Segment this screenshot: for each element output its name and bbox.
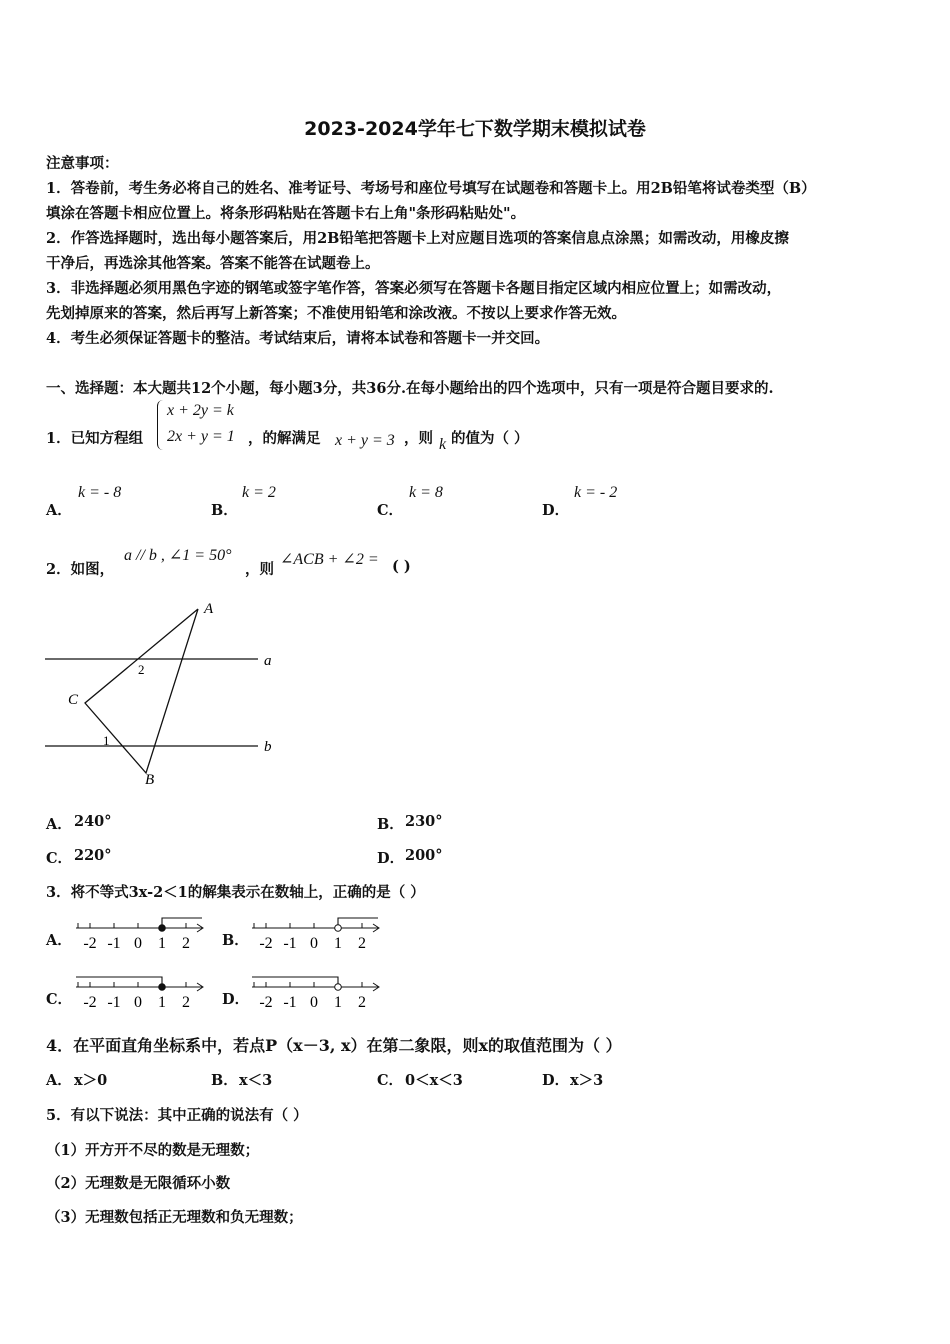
filled-point (159, 925, 166, 932)
q2-option-c-value: 220° (74, 847, 112, 864)
tick-label: 0 (310, 935, 318, 952)
q1-option-c-label: C． (377, 502, 404, 519)
notes-line: 填涂在答题卡相应位置上。将条形码粘贴在答题卡右上角"条形码粘贴处"。 (46, 205, 526, 222)
q4-text: 4．在平面直角坐标系中，若点P（x－3, x）在第二象限，则x的取值范围为（ ） (46, 1036, 622, 1055)
q1-option-b-label: B． (211, 502, 238, 519)
q1-brace (157, 400, 164, 450)
q2-option-b-label: B． (377, 816, 404, 833)
q1-eq2: 2x + y = 1 (167, 428, 235, 445)
page-title: 2023-2024学年七下数学期末模拟试卷 (304, 118, 646, 140)
q5-item: （2）无理数是无限循环小数 (46, 1175, 231, 1192)
q2-figure (40, 595, 290, 795)
tick-label: 0 (134, 994, 142, 1011)
notes-heading: 注意事项： (46, 155, 119, 172)
q2-option-c-label: C． (46, 850, 73, 867)
tick-label: -2 (259, 994, 273, 1011)
solution-ray (76, 977, 162, 987)
q2-prefix: 2．如图， (46, 561, 115, 578)
angle-2-label: 2 (138, 662, 145, 677)
q2-option-a-value: 240° (74, 813, 112, 830)
tick-label: -2 (259, 935, 273, 952)
q4-option-b-value: x＜3 (239, 1072, 273, 1089)
number-line-b (250, 908, 386, 952)
q3-text: 3．将不等式3x-2＜1的解集表示在数轴上，正确的是（ ） (46, 884, 425, 901)
q1-option-c-value: k = 8 (409, 484, 443, 501)
q1-mid2: ，则 (404, 430, 433, 447)
number-line-a (74, 908, 210, 952)
tick-label: 1 (158, 994, 166, 1011)
tick-label: -1 (107, 994, 121, 1011)
q5-item: （1）开方开不尽的数是无理数； (46, 1142, 260, 1159)
solution-ray (338, 918, 378, 928)
tick-label: -2 (83, 935, 97, 952)
label-C: C (68, 692, 79, 708)
open-point (335, 984, 342, 991)
filled-point (159, 984, 166, 991)
number-line-d (250, 967, 386, 1011)
q1-eq1: x + 2y = k (167, 402, 234, 419)
triangle (85, 609, 198, 773)
q3-option-d-label: D． (222, 991, 250, 1008)
label-B: B (145, 772, 155, 788)
q2-suffix: ( ) (392, 558, 411, 575)
tick-label: -1 (283, 935, 297, 952)
tick-label: 2 (182, 935, 190, 952)
notes-line: 2．作答选择题时，选出每小题答案后，用2B铅笔把答题卡上对应题目选项的答案信息点涂黑；如需改动，用橡皮擦 (46, 230, 789, 247)
q3-option-b-label: B． (222, 932, 249, 949)
notes-line: 3．非选择题必须用黑色字迹的钢笔或签字笔作答，答案必须写在答题卡各题目指定区域内相应位置上；如需改动， (46, 280, 782, 297)
q5-item: （3）无理数包括正无理数和负无理数； (46, 1209, 303, 1226)
solution-ray (252, 977, 338, 987)
q1-option-d-label: D． (542, 502, 570, 519)
q2-condition: a // b , ∠1 = 50° (124, 547, 232, 564)
tick-label: -1 (283, 994, 297, 1011)
label-A: A (204, 601, 214, 617)
q2-option-d-value: 200° (405, 847, 443, 864)
q2-option-d-label: D． (377, 850, 405, 867)
q1-mid: ，的解满足 (248, 430, 321, 447)
q3-option-c-label: C． (46, 991, 73, 1008)
q1-condition: x + y = 3 (335, 432, 395, 449)
q1-option-d-value: k = - 2 (574, 484, 618, 501)
q4-option-d-value: x＞3 (570, 1072, 604, 1089)
angle-1-label: 1 (103, 733, 110, 748)
q1-option-a-value: k = - 8 (78, 484, 122, 501)
q1-prefix: 1．已知方程组 (46, 430, 144, 447)
tick-label: 0 (310, 994, 318, 1011)
notes-line: 4．考生必须保证答题卡的整洁。考试结束后，请将本试卷和答题卡一并交回。 (46, 330, 550, 347)
open-point (335, 925, 342, 932)
tick-label: 1 (334, 994, 342, 1011)
label-b: b (264, 739, 272, 755)
tick-label: -2 (83, 994, 97, 1011)
notes-line: 1．答卷前，考生务必将自己的姓名、准考证号、考场号和座位号填写在试题卷和答题卡上。用2B铅笔将试卷类型（B） (46, 180, 816, 197)
q2-mid: ，则 (245, 561, 274, 578)
notes-line: 干净后，再选涂其他答案。答案不能答在试题卷上。 (46, 255, 380, 272)
q1-option-b-value: k = 2 (242, 484, 276, 501)
tick-label: 2 (182, 994, 190, 1011)
tick-label: 2 (358, 935, 366, 952)
q1-suffix: 的值为（ ） (451, 430, 529, 447)
q4-option-c-label: C． (377, 1072, 404, 1089)
solution-ray (162, 918, 202, 928)
q4-option-a-label: A． (46, 1072, 72, 1089)
tick-label: -1 (107, 935, 121, 952)
tick-label: 0 (134, 935, 142, 952)
number-line-c (74, 967, 210, 1011)
q4-option-a-value: x＞0 (74, 1072, 108, 1089)
tick-label: 1 (334, 935, 342, 952)
q2-option-b-value: 230° (405, 813, 443, 830)
tick-label: 1 (158, 935, 166, 952)
q2-option-a-label: A． (46, 816, 72, 833)
q3-option-a-label: A． (46, 932, 72, 949)
q2-expression: ∠ACB + ∠2 = (280, 551, 379, 568)
notes-line: 先划掉原来的答案，然后再写上新答案；不准使用铅笔和涂改液。不按以上要求作答无效。 (46, 305, 626, 322)
q1-k: k (439, 436, 447, 453)
label-a: a (264, 653, 272, 669)
q4-option-b-label: B． (211, 1072, 238, 1089)
tick-label: 2 (358, 994, 366, 1011)
q4-option-c-value: 0＜x＜3 (405, 1072, 463, 1089)
q4-option-d-label: D． (542, 1072, 570, 1089)
q1-option-a-label: A． (46, 502, 72, 519)
q5-text: 5．有以下说法：其中正确的说法有（ ） (46, 1107, 308, 1124)
section-heading: 一、选择题：本大题共12个小题，每小题3分，共36分.在每小题给出的四个选项中，只有一项是符合题目要求的. (46, 380, 774, 397)
